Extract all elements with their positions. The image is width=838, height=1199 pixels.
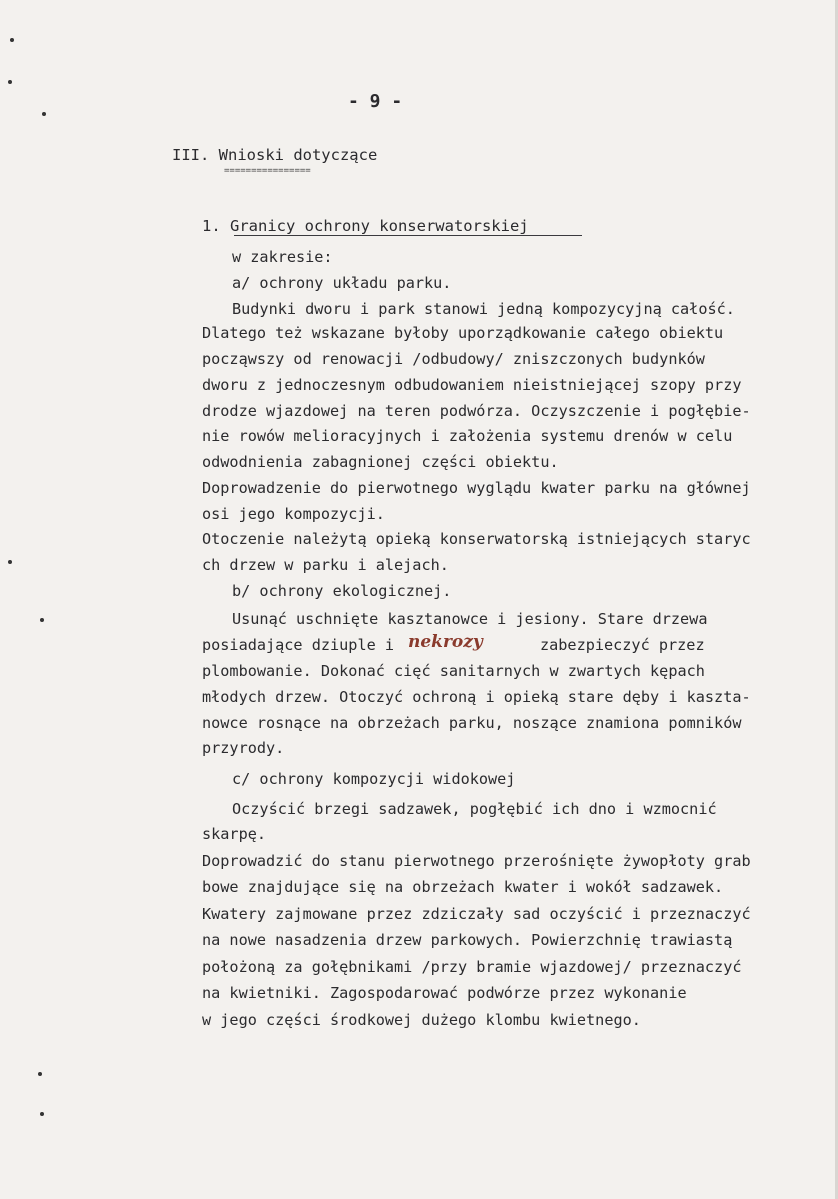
text-line: położoną za gołębnikami /przy bramie wjazdowej/ przeznaczyć <box>202 958 742 976</box>
punch-mark <box>38 1072 42 1076</box>
punch-mark <box>8 560 12 564</box>
text-line: w jego części środkowej dużego klombu kwietnego. <box>202 1011 641 1029</box>
text-line: młodych drzew. Otoczyć ochroną i opieką stare dęby i kaszta- <box>202 688 751 706</box>
text-line: b/ ochrony ekologicznej. <box>232 582 452 600</box>
punch-mark <box>40 1112 44 1116</box>
text-line: Doprowadzić do stanu pierwotnego przerośnięte żywopłoty grab <box>202 852 751 870</box>
section-underline: ================ <box>224 166 311 176</box>
text-line: posiadające dziuple i <box>202 636 395 654</box>
text-line: osi jego kompozycji. <box>202 505 385 523</box>
text-line: Doprowadzenie do pierwotnego wyglądu kwater parku na głównej <box>202 479 751 497</box>
punch-mark <box>42 112 46 116</box>
text-line: a/ ochrony układu parku. <box>232 274 452 292</box>
text-line: dworu z jednoczesnym odbudowaniem nieistniejącej szopy przy <box>202 376 742 394</box>
punch-mark <box>40 618 44 622</box>
text-line: Otoczenie należytą opieką konserwatorską istniejących staryc <box>202 530 751 548</box>
punch-mark <box>10 38 14 42</box>
text-line: nowce rosnące na obrzeżach parku, noszące znamiona pomników <box>202 714 742 732</box>
text-line: ch drzew w parku i alejach. <box>202 556 449 574</box>
subheading-underline <box>234 235 582 236</box>
page-number: - 9 - <box>348 91 403 112</box>
text-line: odwodnienia zabagnionej części obiektu. <box>202 453 559 471</box>
text-line: nie rowów melioracyjnych i założenia systemu drenów w celu <box>202 427 733 445</box>
text-line: Budynki dworu i park stanowi jedną kompozycyjną całość. <box>232 300 735 318</box>
text-line: Kwatery zajmowane przez zdziczały sad oczyścić i przeznaczyć <box>202 905 751 923</box>
text-line: Oczyścić brzegi sadzawek, pogłębić ich dno i wzmocnić <box>232 800 717 818</box>
text-line: drodze wjazdowej na teren podwórza. Oczyszczenie i pogłębie- <box>202 402 751 420</box>
subheading: 1. Granicy ochrony konserwatorskiej <box>202 217 529 235</box>
text-line: c/ ochrony kompozycji widokowej <box>232 770 516 788</box>
text-line: przyrody. <box>202 739 285 757</box>
text-line: plombowanie. Dokonać cięć sanitarnych w zwartych kępach <box>202 662 705 680</box>
text-line: począwszy od renowacji /odbudowy/ zniszczonych budynków <box>202 350 705 368</box>
text-line: Usunąć uschnięte kasztanowce i jesiony. Stare drzewa <box>232 610 708 628</box>
text-line: zabezpieczyć przez <box>540 636 705 654</box>
punch-mark <box>8 80 12 84</box>
text-line: na nowe nasadzenia drzew parkowych. Powierzchnię trawiastą <box>202 931 733 949</box>
text-line: w zakresie: <box>232 248 333 266</box>
text-line: Dlatego też wskazane byłoby uporządkowanie całego obiektu <box>202 324 724 342</box>
handwritten-insertion: nekrozy <box>408 632 483 652</box>
text-line: bowe znajdujące się na obrzeżach kwater i wokół sadzawek. <box>202 878 724 896</box>
text-line: na kwietniki. Zagospodarować podwórze przez wykonanie <box>202 984 687 1002</box>
section-heading: III. Wnioski dotyczące <box>172 146 378 164</box>
text-line: skarpę. <box>202 825 267 843</box>
